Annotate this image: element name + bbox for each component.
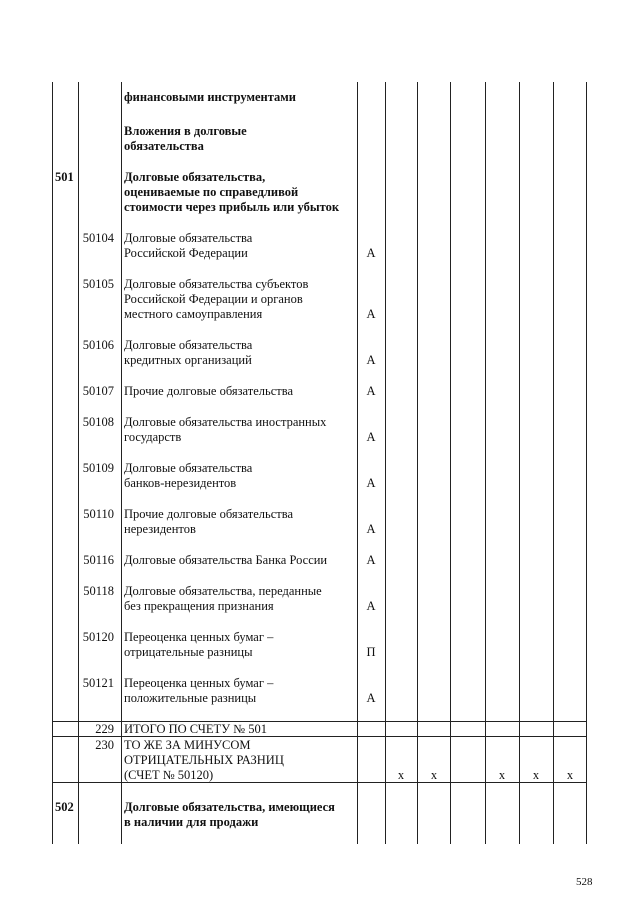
row-title: Российской Федерации (124, 246, 248, 260)
type-mark: П (366, 645, 376, 659)
type-mark: А (366, 522, 376, 536)
col-line-3 (121, 82, 122, 844)
x-mark: x (397, 768, 405, 782)
col-line-5 (385, 82, 386, 844)
row-title: Долговые обязательства, (124, 170, 266, 184)
row-title: банков-нерезидентов (124, 476, 237, 490)
row-title: Долговые обязательства (124, 338, 253, 352)
row-title: Вложения в долговые (124, 124, 247, 138)
type-mark: А (366, 476, 376, 490)
row-title: стоимости через прибыль или убыток (124, 200, 340, 214)
col-line-1 (52, 82, 53, 844)
row-title: Долговые обязательства иностранных (124, 415, 327, 429)
type-mark: А (366, 553, 376, 567)
col-line-11 (586, 82, 587, 844)
row-title: финансовыми инструментами (124, 90, 296, 104)
row-title: в наличии для продажи (124, 815, 259, 829)
row-title: Переоценка ценных бумаг – (124, 630, 274, 644)
row-code: 50110 (83, 507, 114, 521)
type-mark: А (366, 691, 376, 705)
row-code: 230 (95, 738, 114, 752)
row-title: нерезидентов (124, 522, 196, 536)
col-line-7 (450, 82, 451, 844)
row-title: отрицательные разницы (124, 645, 253, 659)
row-title: ИТОГО ПО СЧЕТУ № 501 (124, 722, 267, 736)
row-title: Долговые обязательства субъектов (124, 277, 309, 291)
row-title: местного самоуправления (124, 307, 263, 321)
row-code: 50104 (82, 231, 114, 245)
col-line-10 (553, 82, 554, 844)
page-number: 528 (576, 876, 593, 888)
x-mark: x (430, 768, 438, 782)
row-code: 50116 (83, 553, 114, 567)
col-line-9 (519, 82, 520, 844)
row-code: 50107 (82, 384, 114, 398)
row-title: Переоценка ценных бумаг – (124, 676, 274, 690)
row-title: оцениваемые по справедливой (124, 185, 299, 199)
row-title: кредитных организаций (124, 353, 252, 367)
row-code: 50106 (82, 338, 114, 352)
row-title: Долговые обязательства Банка России (124, 553, 328, 567)
row-title: Долговые обязательства, переданные (124, 584, 322, 598)
type-mark: А (366, 430, 376, 444)
row-title: ТО ЖЕ ЗА МИНУСОМ (124, 738, 251, 752)
type-mark: А (366, 599, 376, 613)
row-title: ОТРИЦАТЕЛЬНЫХ РАЗНИЦ (124, 753, 284, 767)
account-number: 502 (55, 800, 74, 814)
row-title: обязательства (124, 139, 204, 153)
row-title: Прочие долговые обязательства (124, 384, 294, 398)
row-title: Долговые обязательства, имеющиеся (124, 800, 335, 814)
row-title: положительные разницы (124, 691, 257, 705)
account-number: 501 (55, 170, 74, 184)
row-code: 50105 (82, 277, 114, 291)
row-code: 50109 (82, 461, 114, 475)
type-mark: А (366, 384, 376, 398)
row-title: Долговые обязательства (124, 461, 253, 475)
x-mark: x (532, 768, 540, 782)
col-line-4 (357, 82, 358, 844)
type-mark: А (366, 246, 376, 260)
x-mark: x (566, 768, 574, 782)
row-code: 50120 (82, 630, 114, 644)
col-line-6 (417, 82, 418, 844)
row-title: (СЧЕТ № 50120) (124, 768, 214, 782)
row-code: 50118 (83, 584, 114, 598)
row-code: 229 (95, 722, 114, 736)
row-title: Прочие долговые обязательства (124, 507, 294, 521)
row-title: Долговые обязательства (124, 231, 253, 245)
row-title: без прекращения признания (124, 599, 274, 613)
row-title: Российской Федерации и органов (124, 292, 303, 306)
row-code: 50121 (82, 676, 114, 690)
type-mark: А (366, 353, 376, 367)
col-line-8 (485, 82, 486, 844)
type-mark: А (366, 307, 376, 321)
row-title: государств (124, 430, 182, 444)
row-code: 50108 (82, 415, 114, 429)
x-mark: x (498, 768, 506, 782)
